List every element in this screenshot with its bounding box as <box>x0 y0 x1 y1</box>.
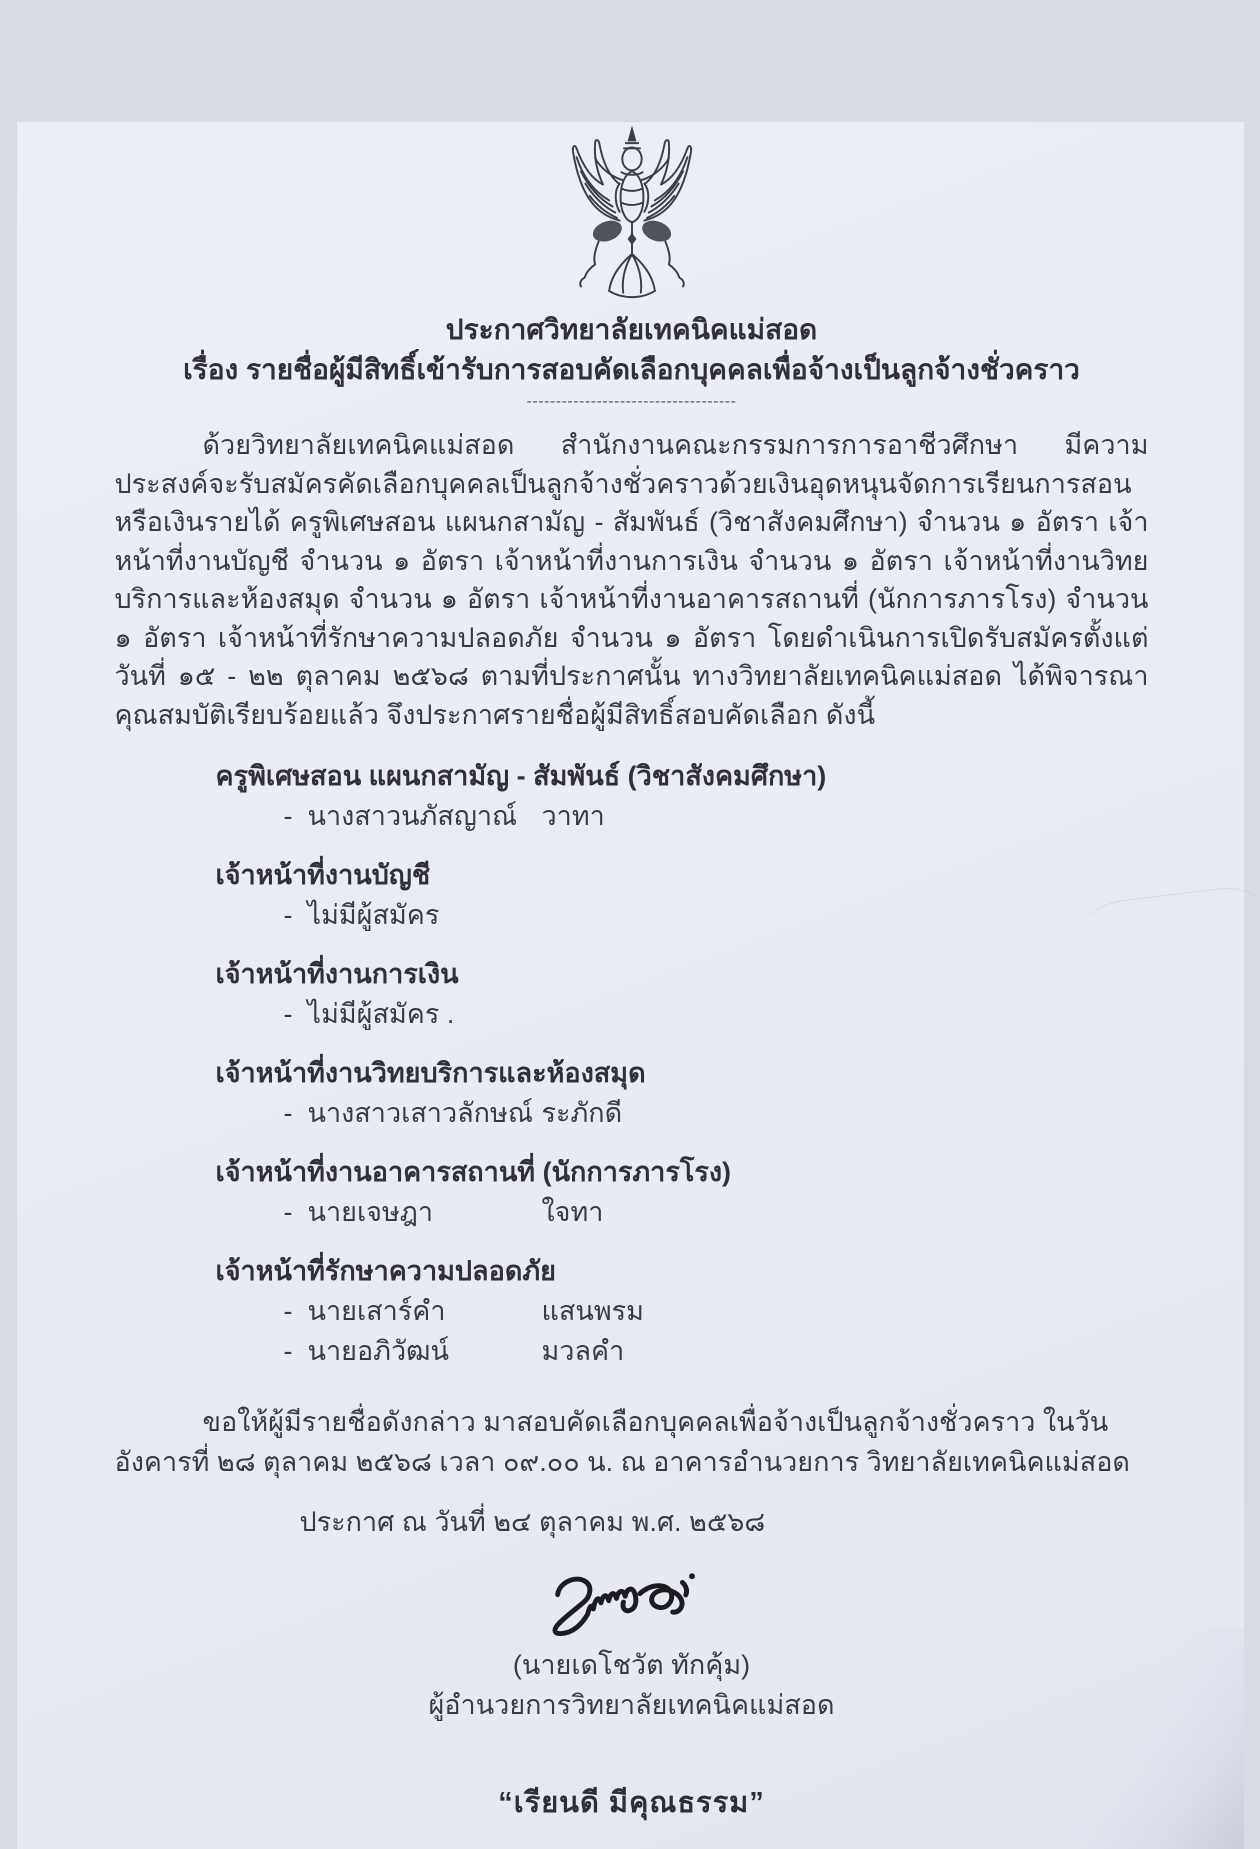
list-dash: - <box>283 900 293 930</box>
position-title: ครูพิเศษสอน แผนกสามัญ - สัมพันธ์ (วิชาสังคมศึกษา) <box>215 761 827 791</box>
applicant-row <box>284 1335 1149 1368</box>
applicant-row <box>284 1295 1149 1328</box>
announcement-title: ประกาศวิทยาลัยเทคนิคแม่สอด <box>445 314 818 345</box>
applicant-first-name: ไม่มีผู้สมัคร <box>307 900 440 930</box>
list-dash: - <box>283 1336 293 1366</box>
position-section <box>216 1057 1149 1130</box>
applicant-first-name: นายเจษฎา <box>307 1197 434 1227</box>
applicant-surname: ระภักดี <box>541 1098 623 1128</box>
applicant-surname: ใจทา <box>541 1197 604 1227</box>
position-section <box>216 859 1149 932</box>
applicant-surname <box>542 899 1149 932</box>
scanned-announcement-page <box>17 122 1244 1849</box>
applicant-first-name: นางสาวนภัสญาณ์ <box>307 801 518 831</box>
signer-name: (นายเดโชวัต ทักคุ้ม) <box>512 1650 751 1680</box>
intro-paragraph: ด้วยวิทยาลัยเทคนิคแม่สอด สำนักงานคณะกรรมการการอาชีวศึกษา มีความประสงค์จะรับสมัครคัดเลือกบุคคลเป็นลูกจ้างชั่วคราวด้วยเงินอุดหนุนจัดการเรียนการสอนหรือเงินรายได้ ครูพิเศษสอน แผนกสามัญ - สัมพันธ์ (วิชาสังคมศึกษา) จำนวน ๑ อัตรา เจ้าหน้าที่งานบัญชี จำนวน ๑ อัตรา เจ้าหน้าที่งานการเงิน จำนวน ๑ อัตรา เจ้าหน้าที่งานวิทยบริการและห้องสมุด จำนวน ๑ อัตรา เจ้าหน้าที่งานอาคารสถานที่ (นักการภารโรง) จำนวน ๑ อัตรา เจ้าหน้าที่รักษาความปลอดภัย จำนวน ๑ อัตรา โดยดำเนินการเปิดรับสมัครตั้งแต่วันที่ ๑๕ - ๒๒ ตุลาคม ๒๕๖๘ ตามที่ประกาศนั้น ทางวิทยาลัยเทคนิคแม่สอด ได้พิจารณาคุณสมบัติเรียบร้อยแล้ว จึงประกาศรายชื่อผู้มีสิทธิ์สอบคัดเลือก ดังนี้ <box>114 430 1149 730</box>
applicant-first-name: นายเสาร์คำ <box>307 1296 446 1326</box>
applicant-first-name: ไม่มีผู้สมัคร . <box>307 999 455 1029</box>
applicant-row <box>284 899 1149 932</box>
applicant-surname: มวลคำ <box>541 1336 625 1366</box>
garuda-emblem-icon <box>543 122 721 298</box>
applicant-row <box>284 998 1149 1031</box>
position-section <box>216 958 1149 1031</box>
position-title: เจ้าหน้าที่งานการเงิน <box>215 959 459 989</box>
list-dash: - <box>283 999 293 1029</box>
list-dash: - <box>283 1197 293 1227</box>
applicant-row <box>284 1196 1149 1229</box>
position-title: เจ้าหน้าที่รักษาความปลอดภัย <box>215 1256 556 1286</box>
announcement-subject: เรื่อง รายชื่อผู้มีสิทธิ์เข้ารับการสอบคัดเลือกบุคคลเพื่อจ้างเป็นลูกจ้างชั่วคราว <box>183 354 1080 385</box>
separator-dashes: ------------------------------------ <box>526 393 737 410</box>
closing-paragraph: ขอให้ผู้มีรายชื่อดังกล่าว มาสอบคัดเลือกบุคคลเพื่อจ้างเป็นลูกจ้างชั่วคราว ในวันอังคารที่ ๒๘ ตุลาคม ๒๕๖๘ เวลา ๐๙.๐๐ น. ณ อาคารอำนวยการ วิทยาลัยเทคนิคแม่สอด <box>114 1407 1130 1477</box>
position-title: เจ้าหน้าที่งานวิทยบริการและห้องสมุด <box>215 1058 646 1088</box>
signature-handwriting-icon <box>527 1558 720 1651</box>
applicant-surname: วาทา <box>541 801 605 831</box>
position-section <box>216 760 1149 833</box>
school-motto: “เรียนดี มีคุณธรรม” <box>498 1787 765 1819</box>
signer-title: ผู้อำนวยการวิทยาลัยเทคนิคแม่สอด <box>428 1690 835 1720</box>
applicant-surname: แสนพรม <box>541 1296 644 1326</box>
applicant-first-name: นางสาวเสาวลักษณ์ <box>307 1098 533 1128</box>
applicant-surname <box>542 998 1149 1031</box>
announcement-date-line: ประกาศ ณ วันที่ ๒๔ ตุลาคม พ.ศ. ๒๕๖๘ <box>299 1507 766 1537</box>
list-dash: - <box>283 1098 293 1128</box>
position-title: เจ้าหน้าที่งานอาคารสถานที่ (นักการภารโรง) <box>215 1157 732 1187</box>
list-dash: - <box>283 1296 293 1326</box>
position-title: เจ้าหน้าที่งานบัญชี <box>215 860 431 890</box>
list-dash: - <box>283 801 293 831</box>
applicant-row <box>284 1097 1149 1130</box>
applicant-row <box>284 800 1149 833</box>
position-section <box>216 1255 1149 1368</box>
position-section <box>216 1156 1149 1229</box>
applicant-first-name: นายอภิวัฒน์ <box>307 1336 449 1366</box>
